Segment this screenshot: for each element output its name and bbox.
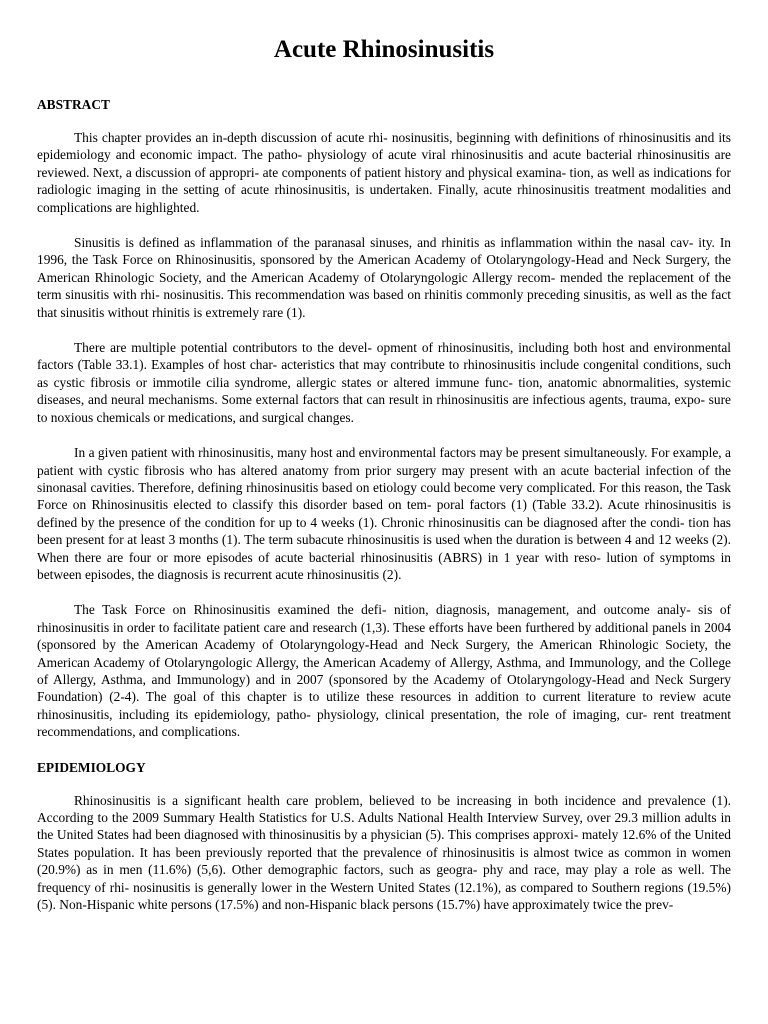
abstract-paragraph-4: In a given patient with rhinosinusitis, many host and environmental factors may be present simultaneously. For example, a patient with cystic fibrosis who has altered anatomy from prior surgery may present with an acute bacterial infection of the sinonasal cavities. Therefore, defining rhinosinusitis based on etiology could become very complicated. For this reason, the Task Force on Rhinosinusitis elected to classify this disorder based on tem- poral factors (1) (Table 33.2). Acute rhinosinusitis is defined by the presence of the condition for up to 4 weeks (1). Chronic rhinosinusitis can be diagnosed after the condi- tion has been present for at least 3 months (1). The term subacute rhinosinusitis is used when the duration is between 4 and 12 weeks (2). When there are four or more episodes of acute bacterial rhinosinusitis (ABRS) in 1 year with reso- lution of symptoms in between episodes, the diagnosis is recurrent acute rhinosinusitis (2).: [37, 445, 731, 582]
section-heading-abstract: ABSTRACT: [37, 97, 110, 112]
document-page: [37, 32, 731, 913]
abstract-paragraph-1: This chapter provides an in-depth discussion of acute rhi- nosinusitis, beginning with definitions of rhinosinusitis and its epidemiology and economic impact. The patho- physiology of acute viral rhinosinusitis and acute bacterial rhinosinusitis are reviewed. Next, a discussion of appropri- ate components of patient history and physical examina- tion, as well as indications for radiologic imaging in the setting of acute rhinosinusitis, is undertaken. Finally, acute rhinosinusitis treatment modalities and complications are highlighted.: [37, 130, 731, 215]
epidemiology-paragraph-1: Rhinosinusitis is a significant health care problem, believed to be increasing in both incidence and prevalence (1). According to the 2009 Summary Health Statistics for U.S. Adults National Health Interview Survey, over 29.3 million adults in the United States had been diagnosed with thinosinusitis by a physician (5). This comprises approxi- mately 12.6% of the United States population. It has been previously reported that the prevalence of rhinosinusitis is almost twice as common in women (20.9%) as in men (11.6%) (5,6). Other demographic factors, such as geogra- phy and race, may play a role as well. The frequency of rhi- nosinusitis is generally lower in the Western United States (12.1%), as compared to Southern regions (19.5%) (5). Non-Hispanic white persons (17.5%) and non-Hispanic black persons (15.7%) have approximately twice the prev-: [37, 792, 731, 913]
section-heading-epidemiology: EPIDEMIOLOGY: [37, 759, 146, 775]
document-title: Acute Rhinosinusitis: [273, 36, 495, 63]
abstract-paragraph-5: The Task Force on Rhinosinusitis examined the defi- nition, diagnosis, management, and outcome analy- sis of rhinosinusitis in order to facilitate patient care and research (1,3). These efforts have been furthered by additional panels in 2004 (sponsored by the American Academy of Otolaryngology-Head and Neck Surgery, the American Rhinologic Society, the American Academy of Otolaryngologic Allergy, the American Academy of Allergy, Asthma, and Immunology, and the College of Allergy, Asthma, and Immunology) and in 2007 (sponsored by the Academy of Otolaryngology-Head and Neck Surgery Foundation) (2-4). The goal of this chapter is to utilize these resources in addition to current literature to review acute rhinosinusitis, including its epidemiology, patho- physiology, clinical presentation, the role of imaging, cur- rent treatment recommendations, and complications.: [37, 602, 731, 740]
abstract-paragraph-2: Sinusitis is defined as inflammation of the paranasal sinuses, and rhinitis as inflammation within the nasal cav- ity. In 1996, the Task Force on Rhinosinusitis, sponsored by the American Academy of Otolaryngology-Head and Neck Surgery, the American Rhinologic Society, and the American Academy of Otolaryngologic Allergy recom- mended the replacement of the term sinusitis with rhi- nosinusitis. This recommendation was based on rhinitis commonly preceding sinusitis, as well as the fact that sinusitis without rhinitis is extremely rare (1).: [37, 235, 731, 320]
abstract-paragraph-3: There are multiple potential contributors to the devel- opment of rhinosinusitis, including both host and environmental factors (Table 33.1). Examples of host char- acteristics that may contribute to rhinosinusitis include congenital conditions, such as cystic fibrosis or immotile cilia syndrome, allergic states or altered immune func- tion, anatomic abnormalities, systemic diseases, and neural mechanisms. Some external factors that can result in rhinosinusitis are infectious agents, trauma, expo- sure to noxious chemicals or medications, and surgical changes.: [37, 340, 731, 425]
